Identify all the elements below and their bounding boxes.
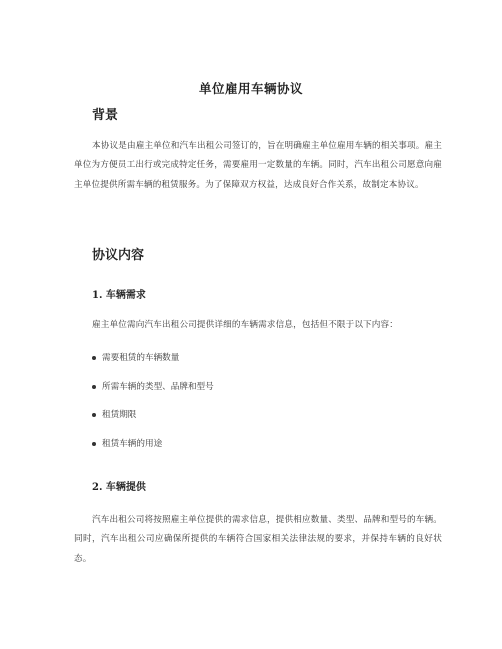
bullet-icon (92, 442, 96, 446)
bullet-icon (92, 356, 96, 360)
list-item-label: 需要租赁的车辆数量 (102, 353, 180, 363)
document-title: 单位雇用车辆协议 (198, 81, 303, 96)
section-1-heading: 1. 车辆需求 (92, 290, 146, 301)
bullet-icon (92, 385, 96, 389)
list-item-label: 租赁期限 (102, 410, 137, 420)
section-1-intro: 雇主单位需向汽车出租公司提供详细的车辆需求信息，包括但不限于以下内容： (92, 320, 399, 330)
list-item-label: 租赁车辆的用途 (102, 438, 163, 449)
section-2-heading: 2. 车辆提供 (92, 482, 146, 493)
agreement-content-heading: 协议内容 (92, 248, 145, 263)
background-paragraph: 本协议是由雇主单位和汽车出租公司签订的，旨在明确雇主单位雇用车辆的相关事项。雇主单位为方便员工出行或完成特定任务，需要雇用一定数量的车辆。同时，汽车出租公司愿意向雇主单位提供所需车辆的租赁服务。为了保障双方权益，达成良好合作关系，故制定本协议。 (74, 141, 442, 190)
section-2-paragraph: 汽车出租公司将按照雇主单位提供的需求信息，提供相应数量、类型、品牌和型号的车辆。同时，汽车出租公司应确保所提供的车辆符合国家相关法律法规的要求，并保持车辆的良好状态。 (74, 515, 442, 564)
bullet-icon (92, 413, 96, 417)
list-item-label: 所需车辆的类型、品牌和型号 (102, 381, 214, 392)
background-heading: 背景 (92, 108, 119, 123)
